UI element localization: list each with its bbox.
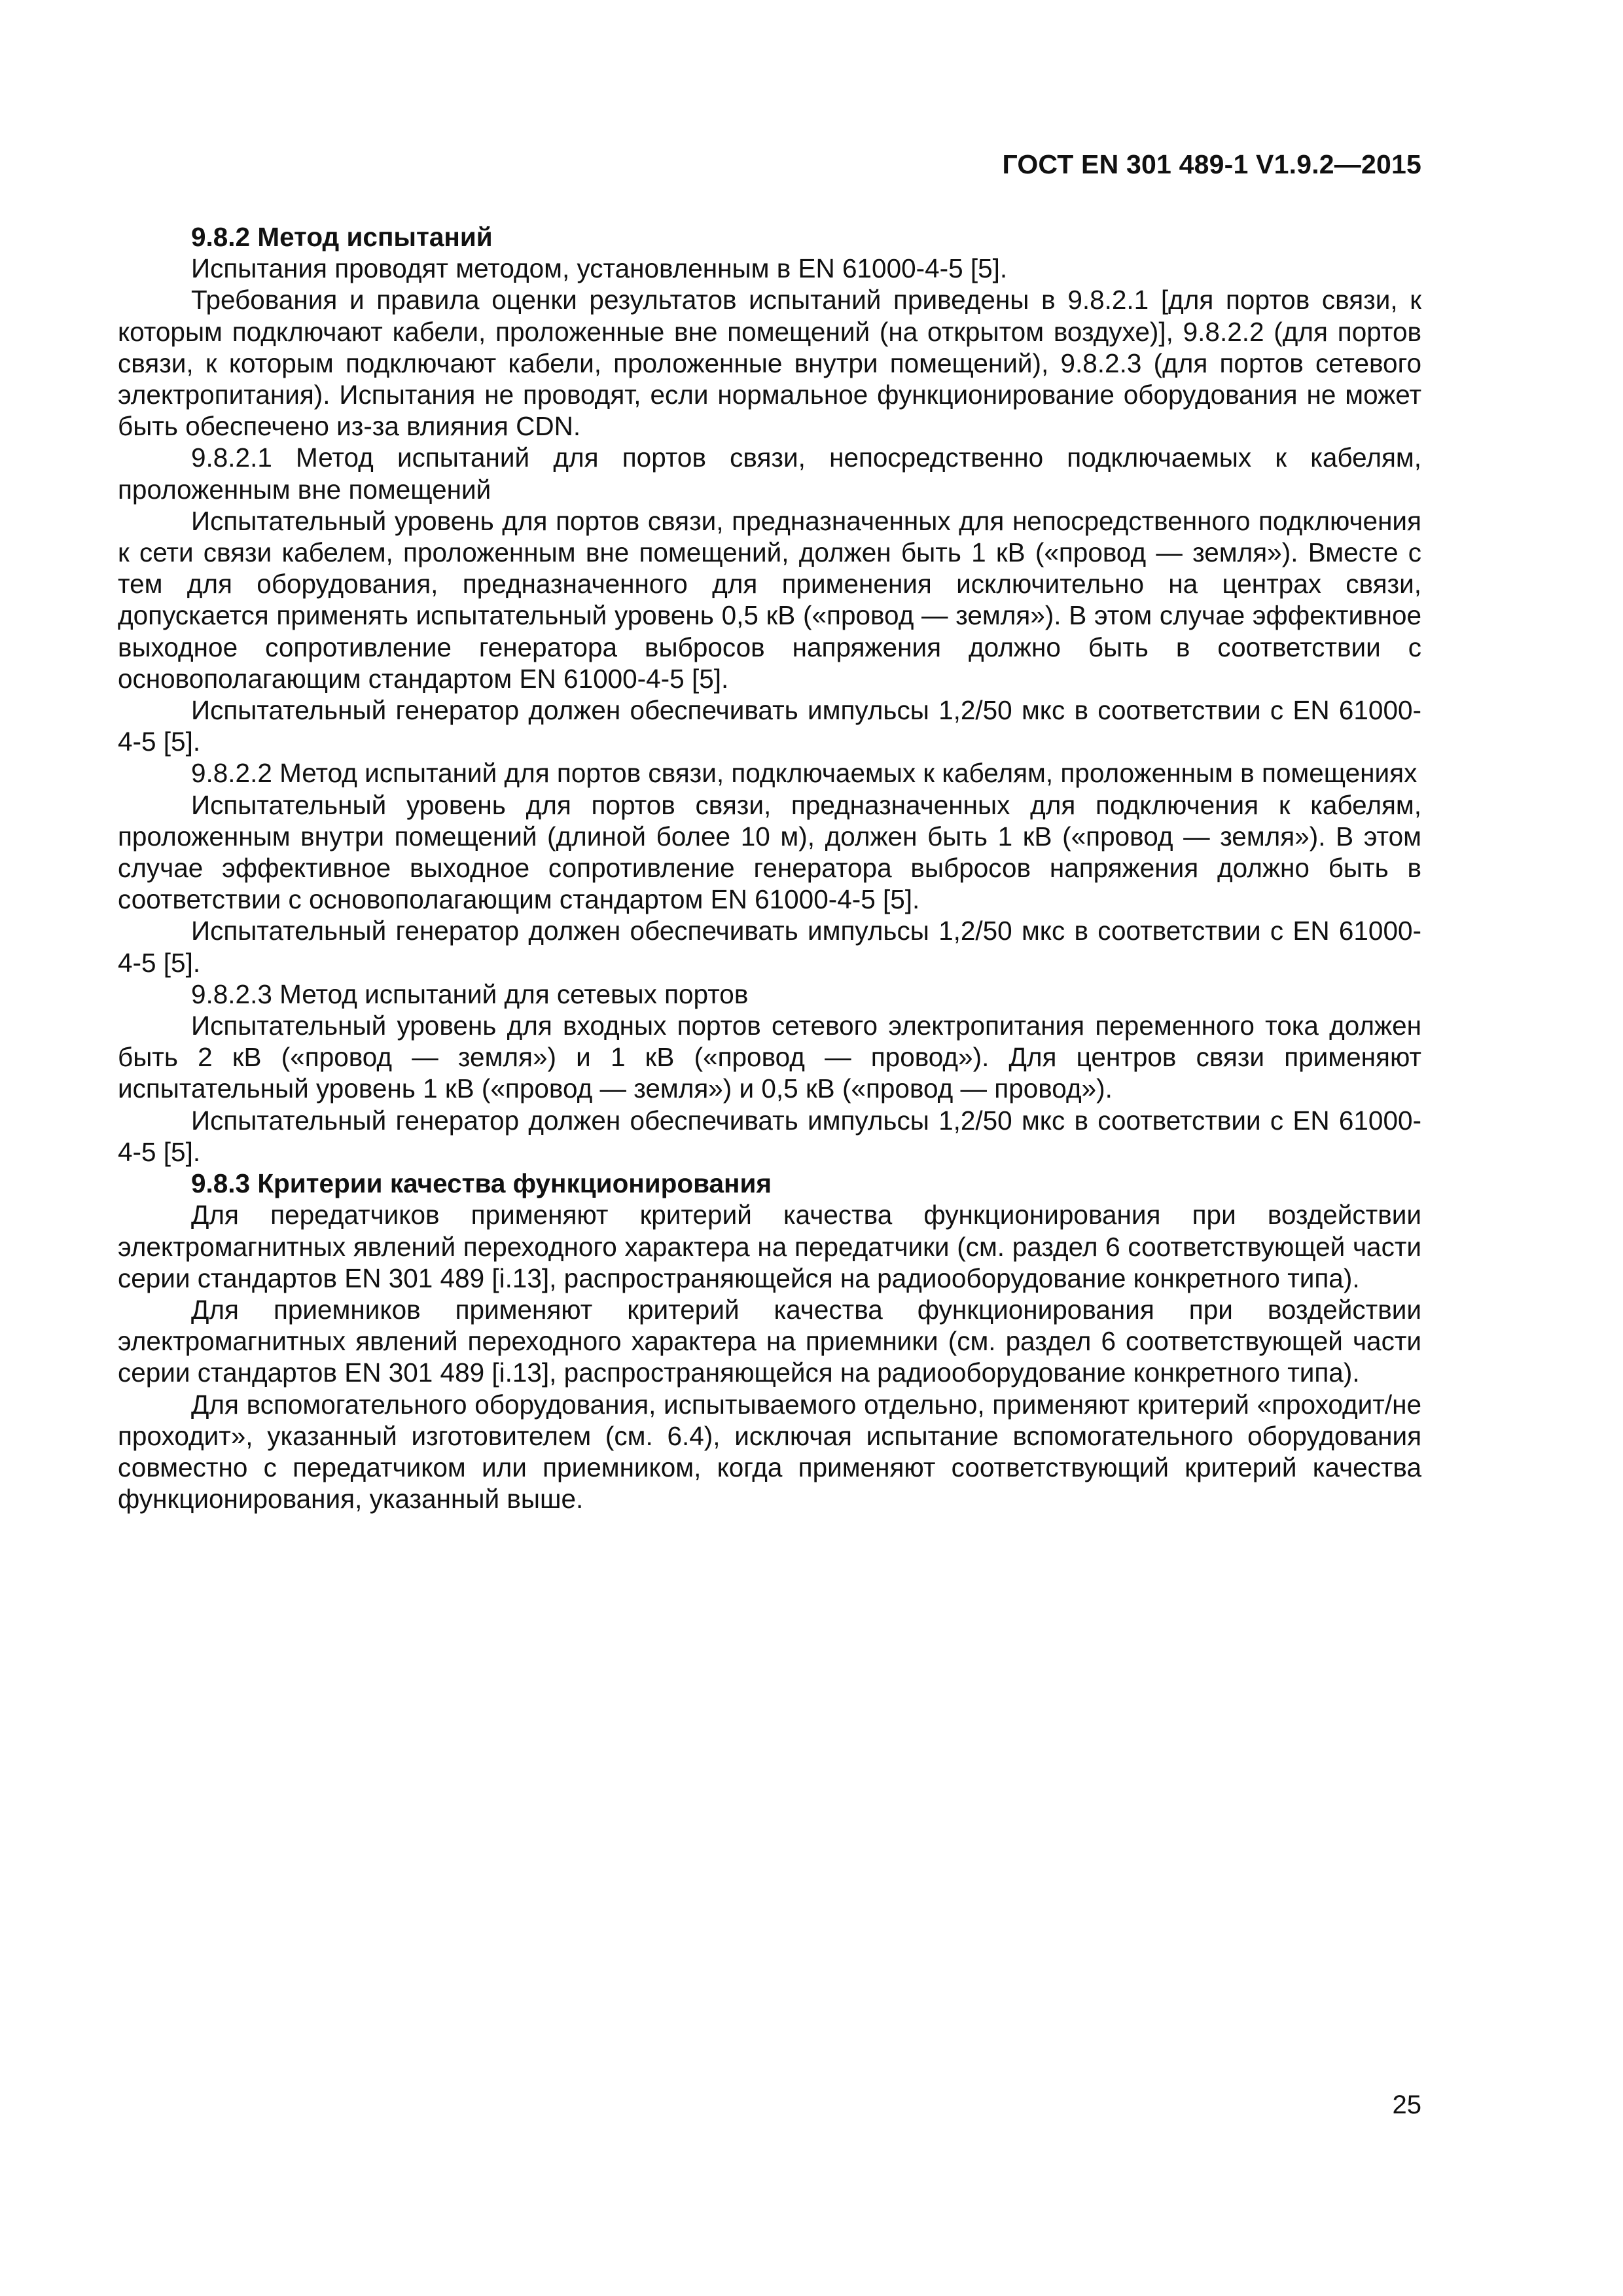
paragraph: Для приемников применяют критерий качества функционирования при воздействии электромагнитных явлений переходного характера на приемники (см. раздел 6 соответствующей части серии стандартов EN 301 489 [i.13], распространяющейся на радиооборудование конкретного типа).	[118, 1294, 1421, 1388]
paragraph: Для передатчиков применяют критерий качества функционирования при воздействии электромагнитных явлений переходного характера на передатчики (см. раздел 6 соответствующей части серии стандартов EN 301 489 [i.13], распространяющейся на радиооборудование конкретного типа).	[118, 1200, 1421, 1293]
section-heading-9-8-3: 9.8.3 Критерии качества функционирования	[191, 1168, 772, 1199]
paragraph: Требования и правила оценки результатов испытаний приведены в 9.8.2.1 [для портов связи, к которым подключают кабели, проложенные вне помещений (на открытом воздухе)], 9.8.2.2 (для портов связи, к которым подключают кабели, проложенные внутри помещений), 9.8.2.3 (для портов сетевого электропитания). Испытания не проводят, если нормальное функционирование оборудования не может быть обеспечено из-за влияния CDN.	[118, 285, 1421, 442]
document-body	[118, 221, 1421, 1515]
subsection-title-9-8-2-2: 9.8.2.2 Метод испытаний для портов связи, подключаемых к кабелям, проложенным в помещениях	[191, 758, 1418, 789]
subsection-title-9-8-2-1: 9.8.2.1 Метод испытаний для портов связи, непосредственно подключаемых к кабелям, проложенным вне помещений	[118, 442, 1421, 505]
subsection-title-9-8-2-3: 9.8.2.3 Метод испытаний для сетевых портов	[191, 978, 749, 1009]
page-number: 25	[1392, 2090, 1421, 2119]
paragraph: Испытательный генератор должен обеспечивать импульсы 1,2/50 мкс в соответствии с EN 61000-4-5 [5].	[118, 695, 1421, 757]
paragraph: Испытательный генератор должен обеспечивать импульсы 1,2/50 мкс в соответствии с EN 61000-4-5 [5].	[118, 916, 1421, 978]
paragraph: Испытательный уровень для портов связи, предназначенных для непосредственного подключения к сети связи кабелем, проложенным вне помещений, должен быть 1 кВ («провод — земля»). Вместе с тем для оборудования, предназначенного для применения исключительно на центрах связи, допускается применять испытательный уровень 0,5 кВ («провод — земля»). В этом случае эффективное выходное сопротивление генератора выбросов напряжения должно быть в соответствии с основополагающим стандартом EN 61000-4-5 [5].	[118, 505, 1421, 694]
paragraph: Испытательный генератор должен обеспечивать импульсы 1,2/50 мкс в соответствии с EN 61000-4-5 [5].	[118, 1105, 1421, 1167]
paragraph: Для вспомогательного оборудования, испытываемого отдельно, применяют критерий «проходит/не проходит», указанный изготовителем (см. 6.4), исключая испытание вспомогательного оборудования совместно с передатчиком или приемником, когда применяют соответствующий критерий качества функционирования, указанный выше.	[118, 1389, 1421, 1515]
section-heading-9-8-2: 9.8.2 Метод испытаний	[191, 222, 493, 252]
paragraph: Испытания проводят методом, установленным в EN 61000-4-5 [5].	[191, 253, 1008, 284]
paragraph: Испытательный уровень для входных портов сетевого электропитания переменного тока должен быть 2 кВ («провод — земля») и 1 кВ («провод — провод»). Для центров связи применяют испытательный уровень 1 кВ («провод — земля») и 0,5 кВ («провод — провод»).	[118, 1011, 1421, 1104]
document-header: ГОСТ EN 301 489-1 V1.9.2—2015	[1002, 149, 1421, 179]
paragraph: Испытательный уровень для портов связи, предназначенных для подключения к кабелям, проложенным внутри помещений (длиной более 10 м), должен быть 1 кВ («провод — земля»). В этом случае эффективное выходное сопротивление генератора выбросов напряжения должно быть в соответствии с основополагающим стандартом EN 61000-4-5 [5].	[118, 789, 1421, 915]
